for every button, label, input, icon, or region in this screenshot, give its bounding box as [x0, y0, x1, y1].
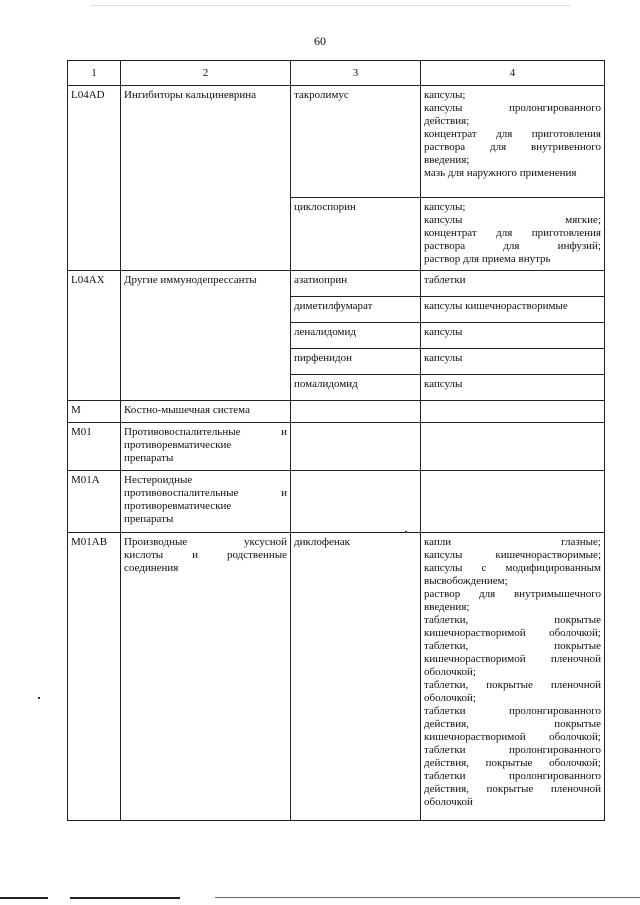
text-line: действия, покрытые пленочной	[424, 783, 601, 795]
dosage-form-cell	[421, 423, 605, 471]
text-line: противоревматические	[124, 500, 232, 512]
header-col-3: 3	[291, 61, 421, 86]
drug-register-table	[67, 60, 605, 821]
table-row	[68, 471, 605, 533]
text-line: противоревматические	[124, 439, 232, 451]
header-row	[68, 61, 605, 86]
drug-name-cell	[291, 423, 421, 471]
header-col-2: 2	[121, 61, 291, 86]
text-line: капсулы с модифицированным	[424, 562, 601, 574]
text-line: капли глазные;	[424, 536, 601, 548]
dosage-form-cell	[421, 375, 605, 401]
table-row	[68, 86, 605, 198]
drug-name-cell: такролимус	[291, 86, 421, 198]
text-line: действия;	[424, 115, 470, 127]
drug-name-cell: леналидомид	[291, 323, 421, 349]
drug-name-cell	[291, 401, 421, 423]
text-line: кишечнорастворимой пленочной	[424, 653, 601, 665]
dosage-form-cell	[421, 471, 605, 533]
text-line: таблетки пролонгированного	[424, 770, 601, 782]
text-line: таблетки, покрытые	[424, 614, 601, 626]
drug-name-cell: азатиоприн	[291, 271, 421, 297]
text-line: капсулы	[424, 326, 463, 338]
text-line: капсулы кишечнорастворимые;	[424, 549, 601, 561]
text-line: препараты	[124, 452, 174, 464]
dosage-form-cell	[421, 349, 605, 375]
text-line: таблетки пролонгированного	[424, 705, 601, 717]
text-line: раствора для инфузий;	[424, 240, 601, 252]
dosage-form-cell	[421, 198, 605, 271]
text-line: концентрат для приготовления	[424, 128, 601, 140]
text-line: оболочкой;	[424, 692, 476, 704]
text-line: мазь для наружного применения	[424, 167, 577, 179]
drug-name-cell: диклофенак	[291, 533, 421, 821]
atc-code-cell: M	[68, 401, 121, 423]
dosage-form-cell	[421, 297, 605, 323]
text-line: Нестероидные	[124, 474, 193, 486]
table-row	[68, 533, 605, 821]
dosage-form-cell	[421, 401, 605, 423]
header-col-4: 4	[421, 61, 605, 86]
scan-edge-line	[90, 5, 570, 6]
atc-code-cell: M01A	[68, 471, 121, 533]
drug-name-cell	[291, 471, 421, 533]
text-line: капсулы;	[424, 201, 466, 213]
dosage-form-cell	[421, 271, 605, 297]
text-line: препараты	[124, 513, 174, 525]
text-line: капсулы	[424, 352, 463, 364]
atc-code-cell: M01AB	[68, 533, 121, 821]
text-line: таблетки, покрытые пленочной	[424, 679, 601, 691]
text-line: капсулы кишечнорастворимые	[424, 300, 568, 312]
atc-code-cell: M01	[68, 423, 121, 471]
drug-name-cell: помалидомид	[291, 375, 421, 401]
text-line: капсулы;	[424, 89, 466, 101]
table-header	[68, 61, 605, 86]
dosage-form-cell	[421, 86, 605, 198]
text-line: капсулы	[424, 378, 463, 390]
dosage-form-cell	[421, 533, 605, 821]
text-line: таблетки	[424, 274, 466, 286]
text-line: капсулы пролонгированного	[424, 102, 601, 114]
text-line: раствор для внутримышечного	[424, 588, 601, 600]
text-line: действия, покрытые оболочкой;	[424, 757, 601, 769]
group-name-cell	[121, 471, 291, 533]
scan-speck	[38, 697, 40, 699]
drug-name-cell: диметилфумарат	[291, 297, 421, 323]
text-line: таблетки, покрытые	[424, 640, 601, 652]
table-body	[68, 86, 605, 821]
table-row	[68, 271, 605, 297]
drug-name-cell: пирфенидон	[291, 349, 421, 375]
scan-edge-bottom	[0, 897, 640, 899]
table-row	[68, 401, 605, 423]
table-row	[68, 423, 605, 471]
text-line: оболочкой	[424, 796, 473, 808]
text-line: раствор для приема внутрь	[424, 253, 551, 265]
drug-name-cell: циклоспорин	[291, 198, 421, 271]
atc-code-cell: L04AX	[68, 271, 121, 401]
dosage-form-cell	[421, 323, 605, 349]
text-line: Костно-мышечная система	[124, 404, 250, 416]
text-line: концентрат для приготовления	[424, 227, 601, 239]
group-name-cell	[121, 86, 291, 271]
text-line: Противовоспалительные и	[124, 426, 287, 438]
page-number: 60	[314, 34, 326, 48]
text-line: оболочкой;	[424, 666, 476, 678]
text-line: введения;	[424, 601, 470, 613]
text-line: раствора для внутривенного	[424, 141, 601, 153]
text-line: введения;	[424, 154, 470, 166]
text-line: таблетки пролонгированного	[424, 744, 601, 756]
text-line: противовоспалительные и	[124, 487, 287, 499]
text-line: Производные уксусной	[124, 536, 287, 548]
text-line: кишечнорастворимой оболочкой;	[424, 731, 601, 743]
text-line: высвобождением;	[424, 575, 508, 587]
text-line: соединения	[124, 562, 179, 574]
atc-code-cell: L04AD	[68, 86, 121, 271]
scan-speck	[405, 531, 407, 533]
header-col-1: 1	[68, 61, 121, 86]
group-name-cell	[121, 423, 291, 471]
group-name-cell	[121, 271, 291, 401]
text-line: Другие иммунодепрессанты	[124, 274, 257, 286]
text-line: действия, покрытые	[424, 718, 601, 730]
text-line: Ингибиторы кальциневрина	[124, 89, 257, 101]
group-name-cell	[121, 401, 291, 423]
group-name-cell	[121, 533, 291, 821]
text-line: кислоты и родственные	[124, 549, 287, 561]
text-line: кишечнорастворимой оболочкой;	[424, 627, 601, 639]
text-line: капсулы мягкие;	[424, 214, 601, 226]
